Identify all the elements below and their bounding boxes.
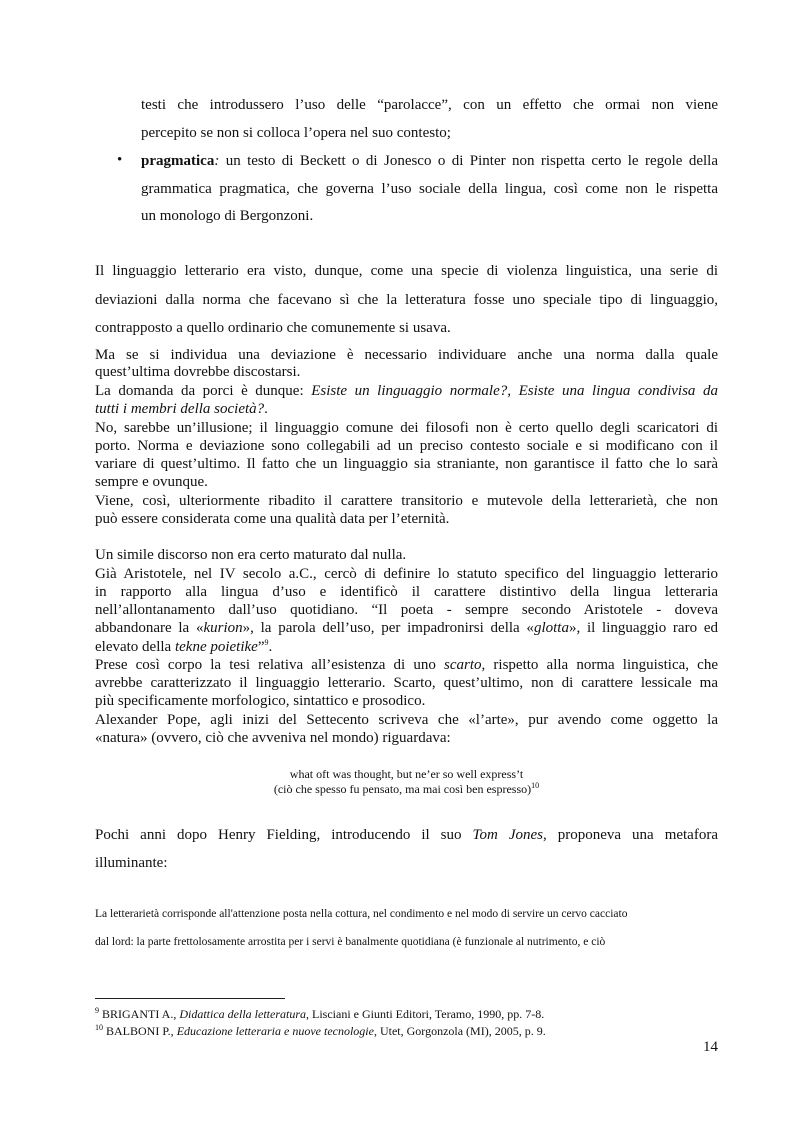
para4-line-1: [95, 827, 718, 844]
page-number: 14: [703, 1039, 718, 1055]
para2-line-6: porto. Norma e deviazione sono collegabili ad un preciso contesto sociale e si modificano con il: [95, 438, 718, 454]
bullet-pragmatica-text: un testo di Beckett o di Jonesco o di Pinter non rispetta certo le regole della: [219, 153, 718, 169]
para3-line-10: Alexander Pope, agli inizi del Settecento scriveva che «l’arte», pur avendo come oggetto la: [95, 712, 718, 728]
footnote-number: 10: [95, 1023, 103, 1032]
text: , proponeva una metafora: [542, 827, 718, 843]
footnote-10: [95, 1024, 546, 1039]
para3-line-3: in rapporto alla lingua d’uso e identificò il carattere distintivo della lingua letteraria: [95, 584, 718, 600]
footnote-publisher: , Lisciani e Giunti Editori, Teramo, 1990, pp. 7-8.: [306, 1007, 545, 1021]
para3-line-11: «natura» (ovvero, ciò che avveniva nel mondo) riguardava:: [95, 730, 451, 746]
question-italic-1: Esiste un linguaggio normale?, Esiste una lingua condivisa da: [311, 383, 719, 399]
citation-line-2: dal lord: la parte frettolosamente arrostita per i servi è banalmente quotidiana (è funzionale al nutrimento, e ciò: [95, 936, 606, 948]
para2-line-8: sempre e ovunque.: [95, 474, 208, 490]
bullet-symbol: •: [117, 152, 123, 168]
quote-line-2: [95, 782, 718, 797]
para2-line-5: No, sarebbe un’illusione; il linguaggio comune dei filosofi non è certo quello degli scaricatori di: [95, 420, 718, 436]
text: », la parola dell’uso, per impadronirsi della «: [242, 620, 534, 636]
bullet-pragmatica-line-2: grammatica pragmatica, che governa l’uso sociale della lingua, così come non le rispetta: [141, 181, 718, 197]
term-scarto: scarto: [444, 657, 482, 673]
footnote-number: 9: [95, 1006, 99, 1015]
para2-line-7: variare di quest’ultimo. Il fatto che un linguaggio sia straniante, non garantisce il fatto che lo sarà: [95, 456, 718, 472]
para3-line-6: [95, 639, 718, 656]
footnote-title: Educazione letteraria e nuove tecnologie: [176, 1024, 374, 1038]
footnote-author: BALBONI P.,: [103, 1024, 177, 1038]
footnote-title: Didattica della letteratura: [179, 1007, 306, 1021]
bullet-pragmatica-line-1: [141, 153, 718, 170]
para3-line-8: avrebbe caratterizzato il linguaggio letterario. Scarto, quest’ultimo, non di carattere lessicale ma: [95, 675, 718, 691]
period: .: [264, 401, 268, 417]
footnote-9: [95, 1007, 544, 1022]
quote-line-1: what oft was thought, but ne’er so well express’t: [289, 767, 524, 781]
question-intro: La domanda da porci è dunque:: [95, 383, 312, 399]
text: abbandonare la «: [95, 620, 204, 636]
footnote-author: BRIGANTI A.,: [99, 1007, 180, 1021]
text: .: [268, 639, 273, 655]
question-italic-2: tutti i membri della società?: [95, 401, 265, 417]
footnote-ref-9[interactable]: 9: [264, 638, 269, 647]
para1-line-3: contrapposto a quello ordinario che comunemente si usava.: [95, 320, 451, 336]
footnote-separator: [95, 998, 285, 999]
footnote-ref-10[interactable]: 10: [531, 781, 540, 790]
text: », il linguaggio raro ed: [568, 620, 718, 636]
para3-line-4: nell’allontanamento dall’uso quotidiano. “Il poeta - sempre secondo Aristotele - doveva: [95, 602, 718, 618]
para3-line-7: [95, 657, 718, 674]
text: Prese così corpo la tesi relativa all’esistenza di uno: [95, 657, 445, 673]
para3-line-5: [95, 620, 718, 637]
para1-line-2: deviazioni dalla norma che facevano sì che la letteratura fosse uno speciale tipo di linguaggio,: [95, 292, 718, 308]
term-kurion: kurion: [203, 620, 243, 636]
text: Pochi anni dopo Henry Fielding, introducendo il suo: [95, 827, 473, 843]
title-tom-jones: Tom Jones: [472, 827, 543, 843]
bullet-continuation-line-2: percepito se non si colloca l’opera nel suo contesto;: [141, 125, 451, 141]
footnote-publisher: , Utet, Gorgonzola (MI), 2005, p. 9.: [373, 1024, 546, 1038]
quote-translation: (ciò che spesso fu pensato, ma mai così ben espresso): [273, 782, 532, 796]
para1-line-1: Il linguaggio letterario era visto, dunque, come una specie di violenza linguistica, una serie di: [95, 263, 718, 279]
para3-line-2: Già Aristotele, nel IV secolo a.C., cercò di definire lo statuto specifico del linguaggio letterario: [95, 566, 718, 582]
term-colon: :: [214, 153, 220, 169]
text: ”: [257, 639, 265, 655]
para2-line-1: Ma se si individua una deviazione è necessario individuare anche una norma dalla quale: [95, 347, 718, 363]
para2-line-2: quest’ultima dovrebbe discostarsi.: [95, 364, 301, 380]
para3-line-9: più specificamente morfologico, sintattico e prosodico.: [95, 693, 426, 709]
bullet-pragmatica-line-3: un monologo di Bergonzoni.: [141, 208, 314, 224]
para2-line-3: [95, 383, 718, 400]
term-glotta: glotta: [533, 620, 569, 636]
para4-line-2: illuminante:: [95, 855, 168, 871]
para3-line-1: Un simile discorso non era certo maturato dal nulla.: [95, 547, 407, 563]
para2-line-4: [95, 401, 718, 418]
text: elevato della: [95, 639, 175, 655]
para2-line-10: può essere considerata come una qualità data per l’eternità.: [95, 511, 450, 527]
bullet-continuation-line-1: testi che introdussero l’uso delle “parolacce”, con un effetto che ormai non viene: [141, 97, 718, 113]
term-tekne-poietike: tekne poietike: [174, 639, 258, 655]
citation-line-1: La letterarietà corrisponde all'attenzione posta nella cottura, nel condimento e nel modo di servire un cervo cacciato: [95, 908, 628, 920]
para2-line-9: Viene, così, ulteriormente ribadito il carattere transitorio e mutevole della letterarietà, che non: [95, 493, 718, 509]
text: , rispetto alla norma linguistica, che: [481, 657, 718, 673]
term-pragmatica: pragmatica: [141, 153, 215, 169]
